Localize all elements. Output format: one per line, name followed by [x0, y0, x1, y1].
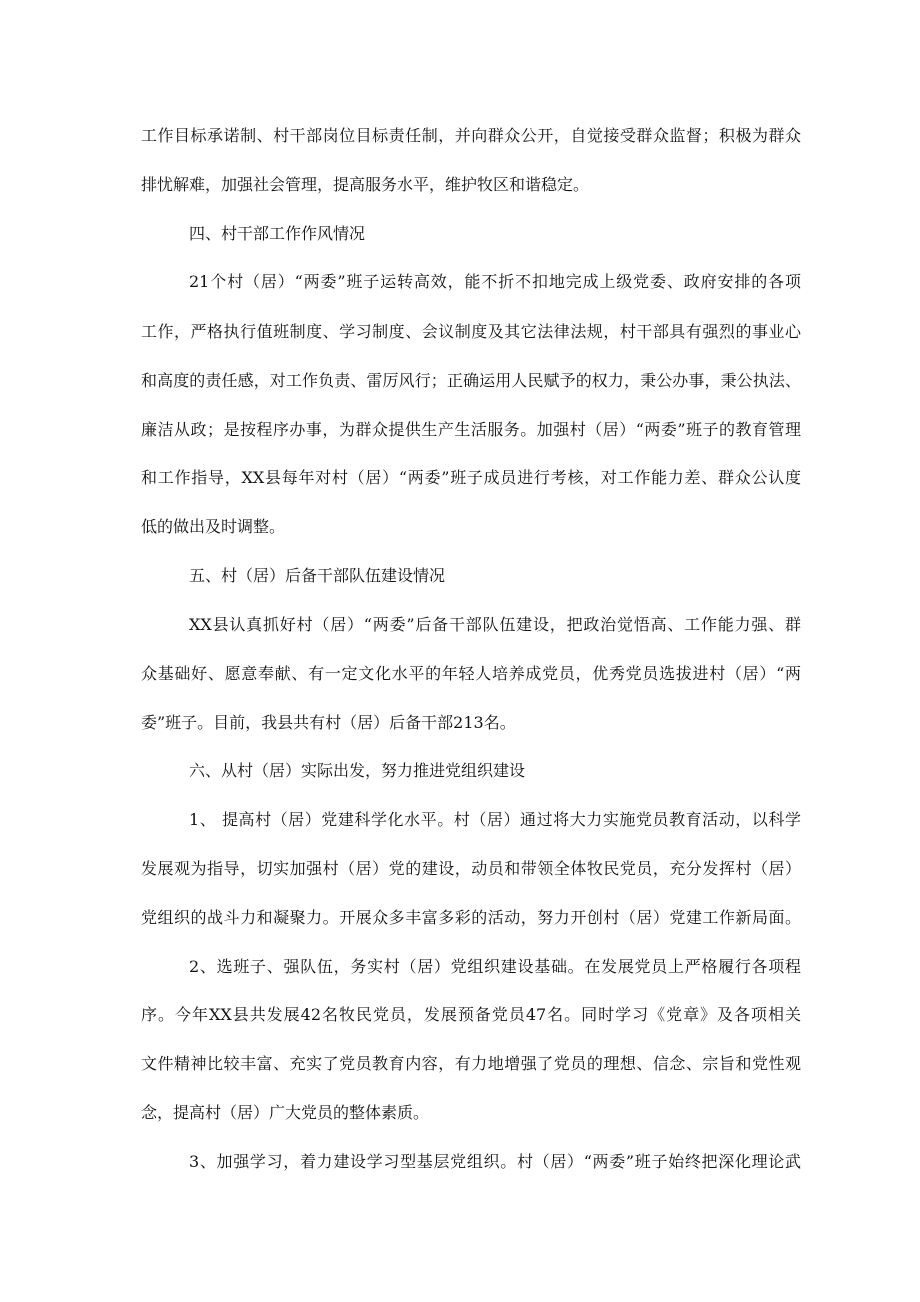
paragraph-line: 委”班子。目前，我县共有村（居）后备干部213名。	[141, 713, 516, 732]
paragraph-line: 党组织的战斗力和凝聚力。开展众多丰富多彩的活动，努力开创村（居）党建工作新局面。	[141, 908, 801, 927]
paragraph-line: 21个村（居）“两委”班子运转高效，能不折不扣地完成上级党委、政府安排的各项	[189, 272, 801, 291]
paragraph-line: 念，提高村（居）广大党员的整体素质。	[141, 1103, 430, 1122]
paragraph-line: XX县认真抓好村（居）“两委”后备干部队伍建设，把政治觉悟高、工作能力强、群	[189, 615, 801, 634]
paragraph-line: 序。今年XX县共发展42名牧民党员，发展预备党员47名。同时学习《党章》及各项相关	[141, 1005, 801, 1024]
paragraph-line: 排忧解难，加强社会管理，提高服务水平，维护牧区和谐稳定。	[141, 175, 590, 194]
section-heading: 六、从村（居）实际出发，努力推进党组织建设	[189, 761, 526, 780]
paragraph-line: 2、选班子、强队伍，务实村（居）党组织建设基础。在发展党员上严格履行各项程	[189, 957, 801, 976]
paragraph-line: 工作，严格执行值班制度、学习制度、会议制度及其它法律法规，村干部具有强烈的事业心	[141, 322, 801, 341]
section-heading: 五、村（居）后备干部队伍建设情况	[189, 566, 446, 585]
paragraph-line: 工作目标承诺制、村干部岗位目标责任制，并向群众公开，自觉接受群众监督；积极为群众	[141, 126, 801, 145]
paragraph-line: 和工作指导，XX县每年对村（居）“两委”班子成员进行考核，对工作能力差、群众公认度	[141, 468, 801, 487]
paragraph-line: 廉洁从政；是按程序办事，为群众提供生产生活服务。加强村（居）“两委”班子的教育管理	[141, 420, 801, 439]
paragraph-line: 文件精神比较丰富、充实了党员教育内容，有力地增强了党员的理想、信念、宗旨和党性观	[141, 1054, 801, 1073]
paragraph-line: 发展观为指导，切实加强村（居）党的建设，动员和带领全体牧民党员，充分发挥村（居）	[141, 859, 801, 878]
paragraph-line: 和高度的责任感，对工作负责、雷厉风行；正确运用人民赋予的权力，秉公办事，秉公执法、	[141, 371, 801, 390]
paragraph-line: 3、加强学习，着力建设学习型基层党组织。村（居）“两委”班子始终把深化理论武	[189, 1152, 801, 1171]
section-heading: 四、村干部工作作风情况	[189, 224, 366, 243]
paragraph-line: 低的做出及时调整。	[141, 517, 286, 536]
paragraph-line: 1、 提高村（居）党建科学化水平。村（居）通过将大力实施党员教育活动，以科学	[189, 810, 801, 829]
paragraph-line: 众基础好、愿意奉献、有一定文化水平的年轻人培养成党员，优秀党员选拔进村（居）“两	[141, 664, 801, 683]
